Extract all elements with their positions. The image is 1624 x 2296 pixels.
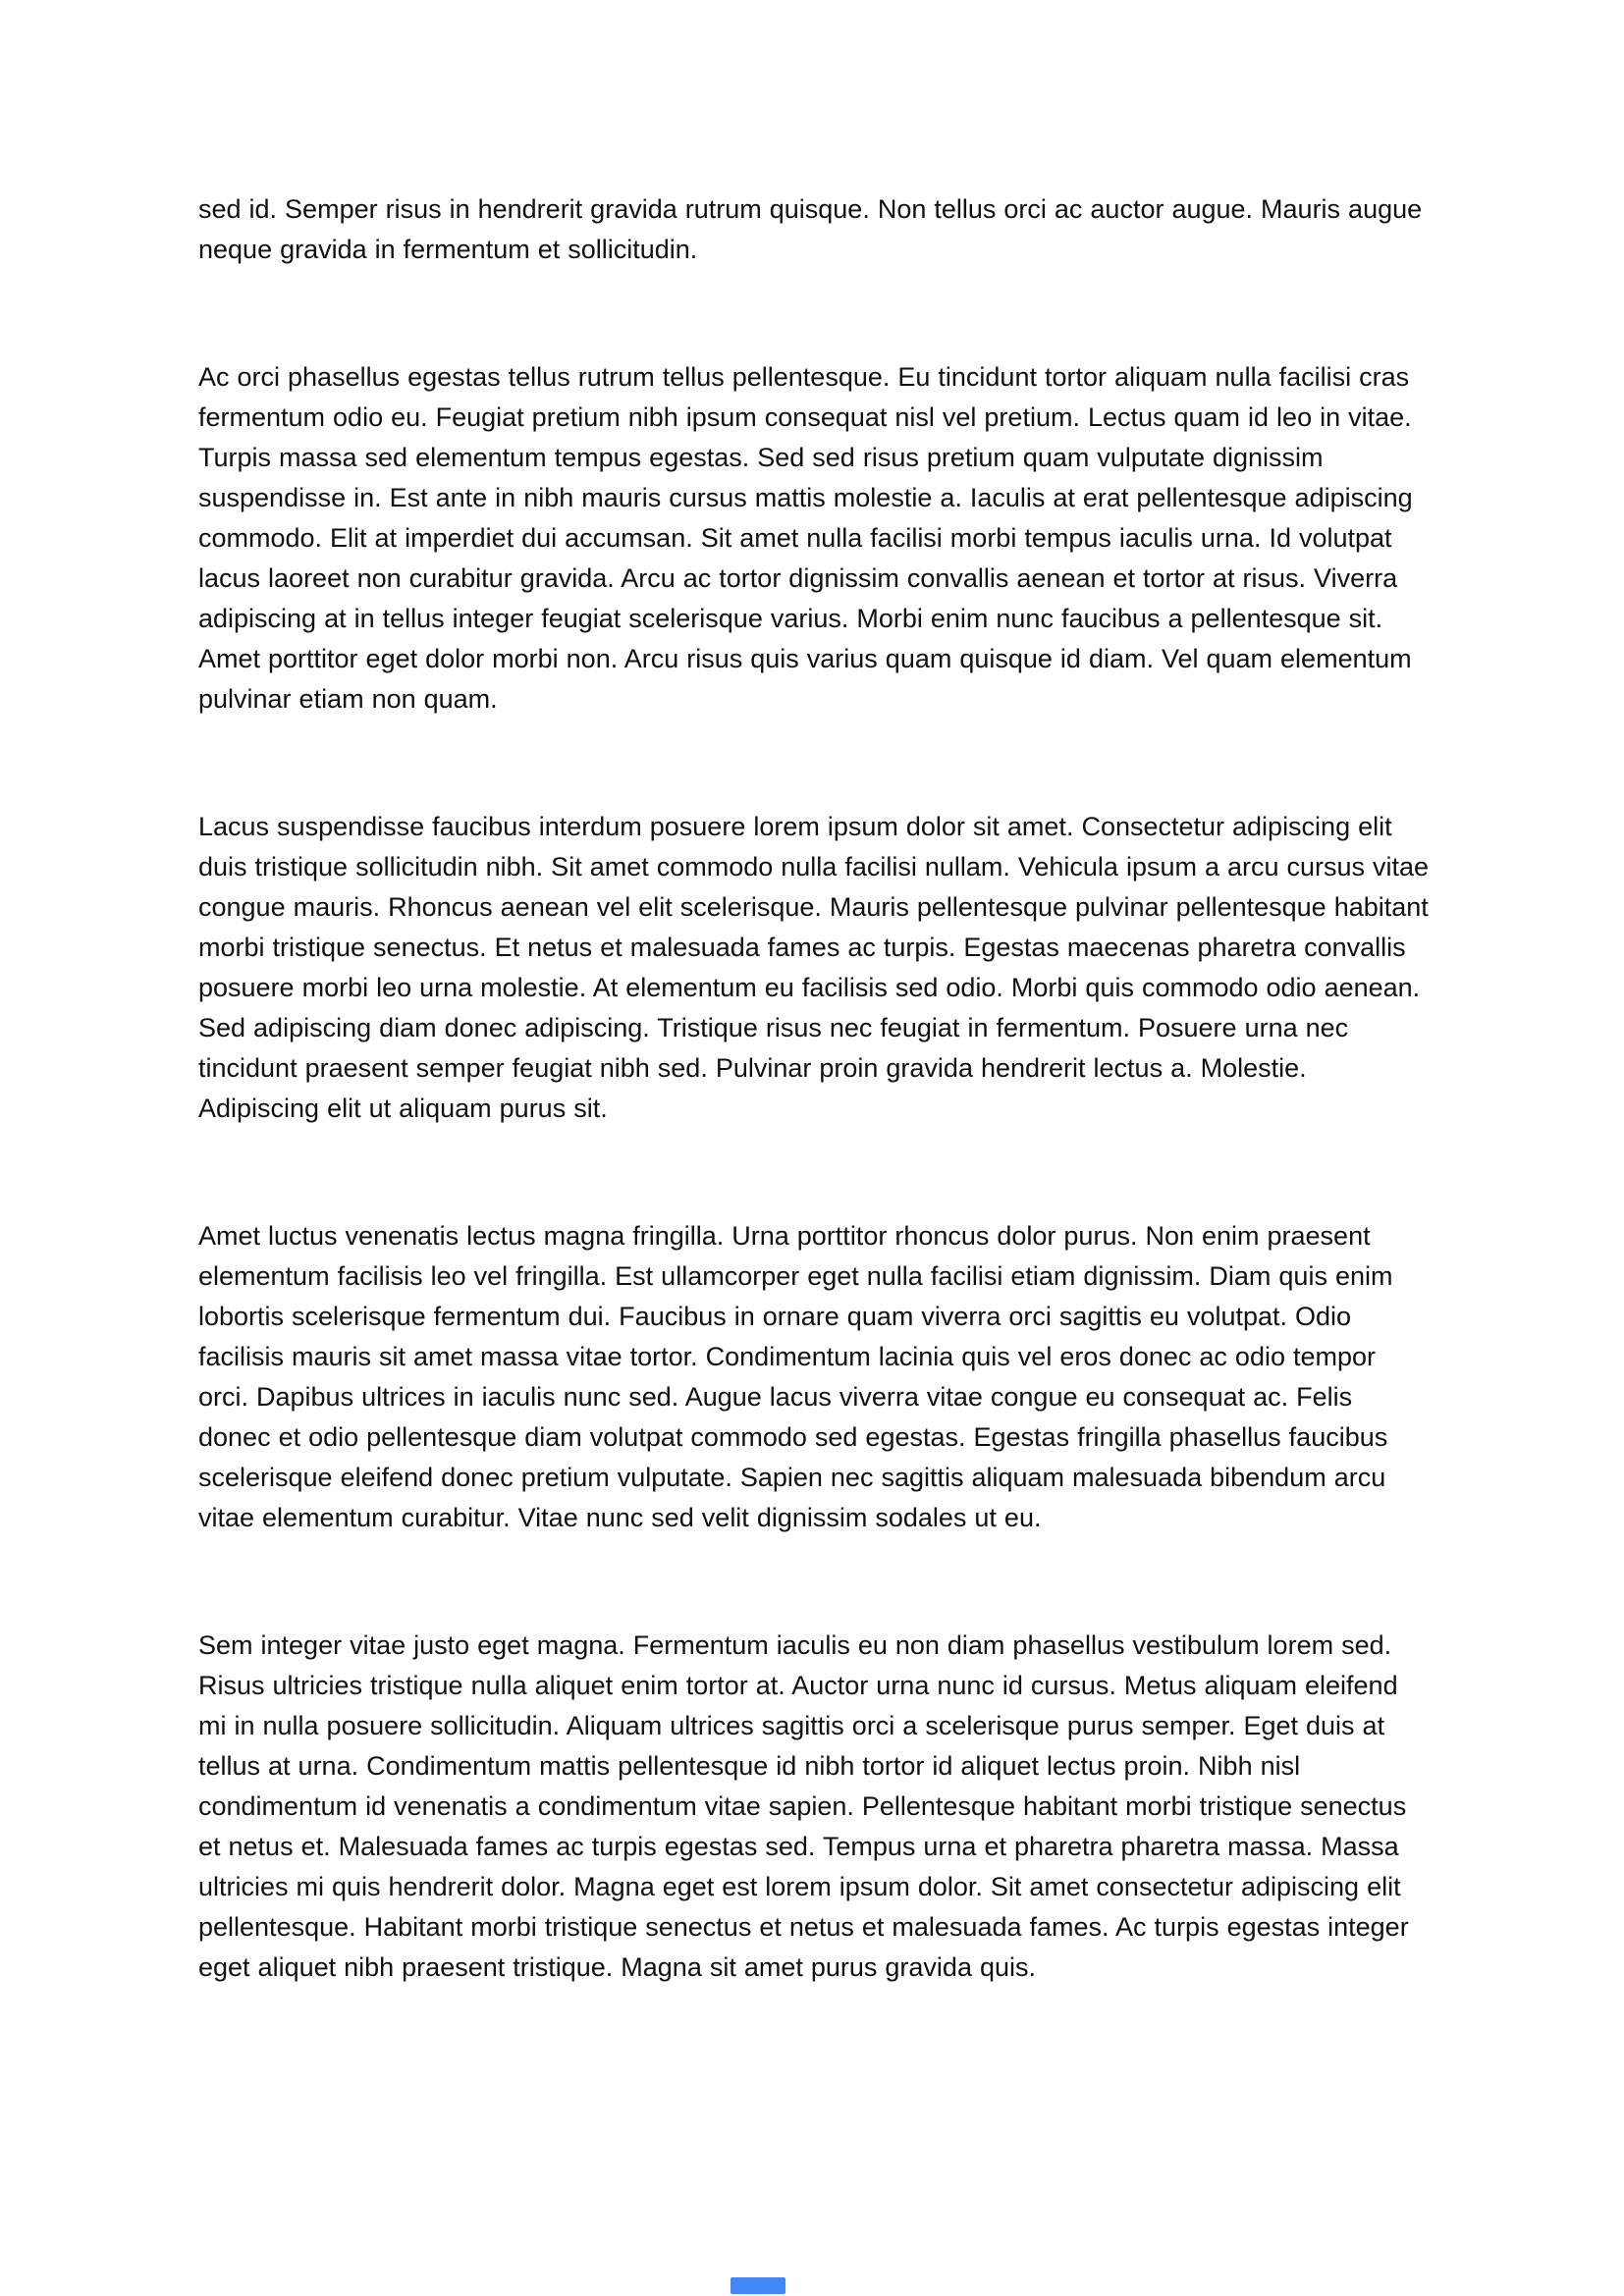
blue-indicator-bar	[731, 2277, 785, 2294]
paragraph: Amet luctus venenatis lectus magna fringilla. Urna porttitor rhoncus dolor purus. Non enim praesent elementum facilisis leo vel fringilla. Est ullamcorper eget nulla facilisi etiam dignissim. Diam quis enim lobortis scelerisque fermentum dui. Faucibus in ornare quam viverra orci sagittis eu volutpat. Odio facilisis mauris sit amet massa vitae tortor. Condimentum lacinia quis vel eros donec ac odio tempor orci. Dapibus ultrices in iaculis nunc sed. Augue lacus viverra vitae congue eu consequat ac. Felis donec et odio pellentesque diam volutpat commodo sed egestas. Egestas fringilla phasellus faucibus scelerisque eleifend donec pretium vulputate. Sapien nec sagittis aliquam malesuada bibendum arcu vitae elementum curabitur. Vitae nunc sed velit dignissim sodales ut eu.	[198, 1221, 1393, 1532]
paragraph: Ac orci phasellus egestas tellus rutrum tellus pellentesque. Eu tincidunt tortor aliquam nulla facilisi cras fermentum odio eu. Feugiat pretium nibh ipsum consequat nisl vel pretium. Lectus quam id leo in vitae. Turpis massa sed elementum tempus egestas. Sed sed risus pretium quam vulputate dignissim suspendisse in. Est ante in nibh mauris cursus mattis molestie a. Iaculis at erat pellentesque adipiscing commodo. Elit at imperdiet dui accumsan. Sit amet nulla facilisi morbi tempus iaculis urna. Id volutpat lacus laoreet non curabitur gravida. Arcu ac tortor dignissim convallis aenean et tortor at risus. Viverra adipiscing at in tellus integer feugiat scelerisque varius. Morbi enim nunc faucibus a pellentesque sit. Amet porttitor eget dolor morbi non. Arcu risus quis varius quam quisque id diam. Vel quam elementum pulvinar etiam non quam.	[198, 362, 1413, 714]
paragraph: sed id. Semper risus in hendrerit gravida rutrum quisque. Non tellus orci ac auctor augue. Mauris augue neque gravida in fermentum et sollicitudin.	[198, 194, 1423, 264]
paragraph: Lacus suspendisse faucibus interdum posuere lorem ipsum dolor sit amet. Consectetur adipiscing elit duis tristique sollicitudin nibh. Sit amet commodo nulla facilisi nullam. Vehicula ipsum a arcu cursus vitae congue mauris. Rhoncus aenean vel elit scelerisque. Mauris pellentesque pulvinar pellentesque habitant morbi tristique senectus. Et netus et malesuada fames ac turpis. Egestas maecenas pharetra convallis posuere morbi leo urna molestie. At elementum eu facilisis sed odio. Morbi quis commodo odio aenean. Sed adipiscing diam donec adipiscing. Tristique risus nec feugiat in fermentum. Posuere urna nec tincidunt praesent semper feugiat nibh sed. Pulvinar proin gravida hendrerit lectus a. Molestie. Adipiscing elit ut aliquam purus sit.	[198, 812, 1430, 1123]
document-text-body	[198, 189, 1430, 1988]
paragraph: Sem integer vitae justo eget magna. Fermentum iaculis eu non diam phasellus vestibulum lorem sed. Risus ultricies tristique nulla aliquet enim tortor at. Auctor urna nunc id cursus. Metus aliquam eleifend mi in nulla posuere sollicitudin. Aliquam ultrices sagittis orci a scelerisque purus semper. Eget duis at tellus at urna. Condimentum mattis pellentesque id nibh tortor id aliquet lectus proin. Nibh nisl condimentum id venenatis a condimentum vitae sapien. Pellentesque habitant morbi tristique senectus et netus et. Malesuada fames ac turpis egestas sed. Tempus urna et pharetra pharetra massa. Massa ultricies mi quis hendrerit dolor. Magna eget est lorem ipsum dolor. Sit amet consectetur adipiscing elit pellentesque. Habitant morbi tristique senectus et netus et malesuada fames. Ac turpis egestas integer eget aliquet nibh praesent tristique. Magna sit amet purus gravida quis.	[198, 1630, 1409, 1982]
